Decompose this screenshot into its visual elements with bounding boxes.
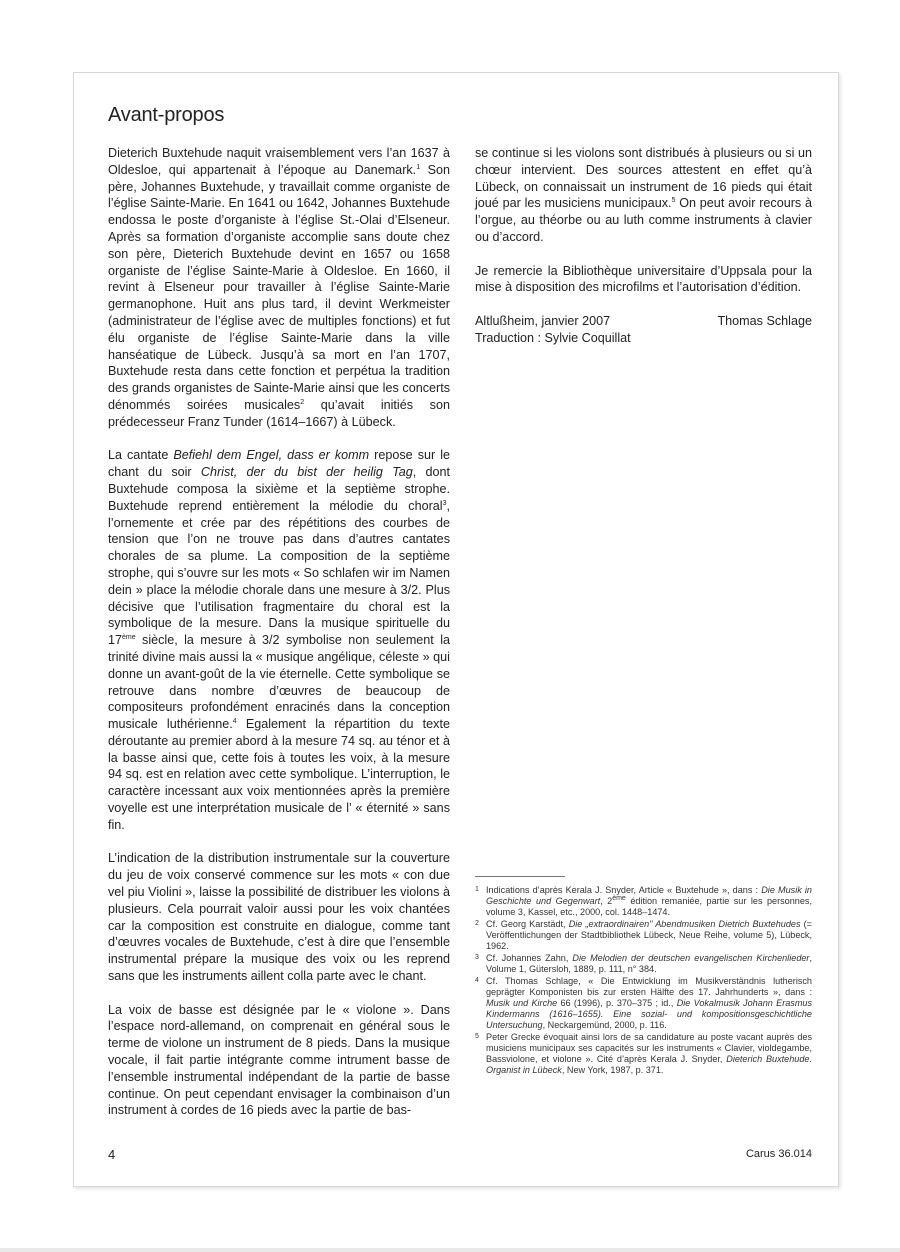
translator-credit: Traduction : Sylvie Coquillat (475, 330, 631, 345)
footnote-4: 4 Cf. Thomas Schlage, « Die Entwicklung im Musikverständnis lutherisch geprägter Komponisten bis zur ersten Hälfte des 17. Jahrhunderts », dans : Musik und Kirche 66 (1996), p. 370–375 ; id., Die Vokalmusik Johann Erasmus Kindermanns (1616–1655). Eine sozial- und kompositionsgeschichtliche Untersuchung, Neckargemünd, 2000, p. 116. (475, 976, 813, 1030)
footnote-3: 3 Cf. Johannes Zahn, Die Melodien der deutschen evangelischen Kirchenlieder, Volume 1, Gütersloh, 1889, p. 111, n° 384. (475, 953, 812, 974)
paragraph-continuation: se continue si les violons sont distribués à plusieurs ou si un chœur intervient. Des sources attestent en effet qu’à Lübeck, on connaissait un instrument de 16 pieds qui était joué par les musiciens municipaux.$^5$ On peut avoir recours à l’orgue, au théorbe ou au luth comme instruments à clavier ou d’accord. (475, 146, 812, 244)
footnote-divider (475, 876, 565, 877)
footnote-ref-4[interactable]: 4 (232, 717, 237, 725)
footnote-2: 2 Cf. Georg Karstädt, Die „extraordinairen" Abendmusiken Dietrich Buxtehudes (= Veröffentlichungen der Stadtbibliothek Lübeck, Neue Reihe, volume 5), Lübeck, 1962. (475, 919, 812, 951)
place-date: Altlußheim, janvier 2007 (475, 313, 611, 328)
viewer-bottom-edge (0, 1248, 900, 1252)
footnote-5: 5 Peter Grecke évoquait ainsi lors de sa candidature au poste vacant auprès des musiciens municipaux ses capacités sur les instruments « Clavier, violdegambe, Bassviolone, et violone ». Cité d’après Kerala J. Snyder, Dieterich Buxtehude. Organist in Lübeck, New York, 1987, p. 371. (475, 1032, 812, 1075)
publisher-reference: Carus 36.014 (745, 1148, 812, 1160)
signature-line (475, 313, 812, 330)
left-column (108, 145, 450, 1136)
page-number: 4 (108, 1147, 116, 1162)
author-name: Thomas Schlage (717, 313, 812, 328)
footnote-ref-5[interactable]: 5 (671, 197, 676, 205)
footnote-ref-3[interactable]: 3 (442, 499, 447, 507)
footnote-1: 1 Indications d’après Kerala J. Snyder, Article « Buxtehude », dans : Die Musik in Geschichte und Gegenwart, 2ème édition remaniée, partie sur les personnes, volume 3, Kassel, etc., 2000, col. 1448–1474. (475, 885, 812, 917)
paragraph-acknowledgement: Je remercie la Bibliothèque universitaire d’Uppsala pour la mise à disposition des microfilms et l’autorisation d’édition. (475, 263, 812, 295)
footnote-ref-1[interactable]: 1 (416, 163, 421, 171)
footnotes (475, 876, 812, 1077)
paragraph-cantata: La cantate Befiehl dem Engel, dass er komm repose sur le chant du soir Christ, der du bist der heilig Tag, dont Buxtehude composa la sixième et la septième strophe. Buxtehude reprend entièrement la mélodie du choral$^3$, l’ornemente et crée par des répétitions des courbes de tension que l’on ne trouve pas dans d’autres cantates chorales de sa plume. La composition de la septième strophe, qui s’ouvre sur les mots « So schlafen wir im Namen dein » place la mélodie chorale dans une mesure à 3/2. Plus décisive que l’utilisation fragmentaire du choral est la symbolique de la mesure. Dans la musique spirituelle du 17ème siècle, la mesure à 3/2 symbolise non seulement la trinité divine mais aussi la « musique angélique, céleste » qui donne un avant-goût de la vie éternelle. Cette symbolique se retrouve dans nombre d’œuvres de beaucoup de compositeurs profondément enracinés dans la conception musicale luthérienne.$^4$ Egalement la répartition du texte déroutante au premier abord à la mesure 74 sq. au ténor et à la basse ainsi que, cette fois à toutes les voix, à la mesure 94 sq. est en relation avec cette symbolique. L’interruption, le caractère incessant aux voix mentionnées après la première voyelle est une interprétation musicale de l’ « éternité » sans fin. (108, 448, 450, 832)
paragraph-instrumentation: L’indication de la distribution instrumentale sur la couverture du jeu de voix conservé commence sur les mots « con due vel piu Violini », laisse la possibilité de distribuer les violons à plusieurs. Cela pourrait valoir aussi pour les voix chantées car la composition est construite en dialogue, comme tant d’œuvres vocales de Buxtehude, c’est à dire que l’ensemble instrumental prépare la musique des voix ou les reprend sans que les instruments aillent colla parte avec le chant. (108, 851, 450, 984)
page-title: Avant-propos (108, 104, 225, 126)
paragraph-biography: Dieterich Buxtehude naquit vraisemblement vers l’an 1637 à Oldesloe, qui appartenait à l’époque au Danemark.$^1$ Son père, Johannes Buxtehude, y travaillait comme organiste de l’église Sainte-Marie. En 1641 ou 1642, Johannes Buxtehude endossa le poste d’organiste à l’église St.-Olai d’Elseneur. Après sa formation d’organiste accomplie sans doute chez son père, Dieterich Buxtehude devint en 1657 ou 1658 organiste de l’église Sainte-Marie à Oldesloe. En 1660, il revint à Elseneur pour travailler à l’église Sainte-Marie germanophone. Huit ans plus tard, il devint Werkmeister (administrateur de l’église avec de multiples fonctions) et fut élu organiste de l’église Sainte-Marie dans la ville hanséatique de Lübeck. Jusqu’à sa mort en l’an 1707, Buxtehude resta dans cette fonction et perpétua la tradition des grands organistes de Sainte-Marie ainsi que les concerts dénommés soirées musicales$^2$ qu’avait initiés son prédecesseur Franz Tunder (1614–1667) à Lübeck. (108, 146, 450, 429)
right-column (475, 145, 812, 347)
paragraph-bass-voice: La voix de basse est désignée par le « violone ». Dans l’espace nord-allemand, on comprenait en général sous le terme de violone un instrument de 8 pieds. Dans la musique vocale, il fait partie intégrante comme intrument basse de l’ensemble instrumental indépendant de la partie de basse continue. On peut cependant envisager la combinaison d’un instrument à cordes de 16 pieds avec la partie de bas- (108, 1002, 450, 1118)
footnote-ref-2[interactable]: 2 (300, 398, 305, 406)
